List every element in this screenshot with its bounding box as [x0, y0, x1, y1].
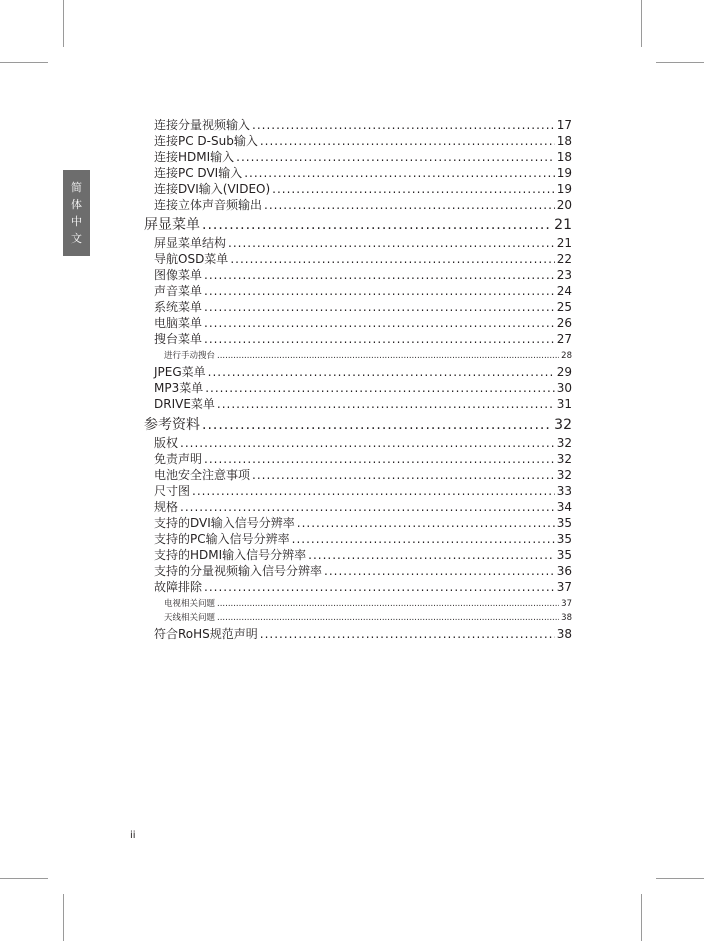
- toc-entry-page: 21: [556, 236, 572, 250]
- toc-chapter[interactable]: [144, 414, 572, 434]
- toc-entry[interactable]: [154, 196, 572, 213]
- toc-entry[interactable]: [154, 466, 572, 483]
- toc-leader-dots: [217, 599, 559, 609]
- toc-entry-title: 支持的DVI输入信号分辨率: [154, 516, 295, 530]
- toc-leader-dots: [236, 150, 555, 164]
- toc-chapter-page: 32: [554, 417, 572, 433]
- toc-entry-page: 22: [556, 252, 572, 266]
- toc-entry-page: 19: [556, 166, 572, 180]
- side-tab-char: 简: [71, 181, 82, 194]
- toc-entry-title: 故障排除: [154, 580, 203, 594]
- toc-entry-page: 20: [556, 198, 572, 212]
- toc-entry-title: 连接分量视频输入: [154, 118, 251, 132]
- toc-entry-title: 支持的分量视频输入信号分辨率: [154, 564, 323, 578]
- toc-entry[interactable]: [154, 482, 572, 499]
- toc-entry-page: 17: [556, 118, 572, 132]
- toc-entry-page: 35: [556, 532, 572, 546]
- toc-entry[interactable]: [154, 282, 572, 299]
- toc-subentry-title: 电视相关问题: [164, 599, 216, 609]
- toc-entry-page: 33: [556, 484, 572, 498]
- toc-leader-dots: [204, 268, 555, 282]
- toc-entry-page: 18: [556, 150, 572, 164]
- toc-entry-page: 36: [556, 564, 572, 578]
- crop-mark: [63, 894, 64, 941]
- crop-mark: [0, 878, 48, 879]
- toc-leader-dots: [205, 381, 554, 395]
- toc-subentry[interactable]: [164, 349, 572, 361]
- toc-entry[interactable]: [154, 164, 572, 181]
- toc-leader-dots: [292, 532, 555, 546]
- toc-entry[interactable]: [154, 132, 572, 149]
- toc-entry[interactable]: [154, 180, 572, 197]
- toc-entry-page: 37: [556, 580, 572, 594]
- toc-entry-title: 图像菜单: [154, 268, 203, 282]
- toc-entry-title: 符合RoHS规范声明: [154, 627, 258, 641]
- toc-entry[interactable]: [154, 434, 572, 451]
- toc-entry-title: 电池安全注意事项: [154, 468, 251, 482]
- toc-leader-dots: [180, 500, 555, 514]
- crop-mark: [656, 878, 704, 879]
- toc-entry-page: 29: [556, 365, 572, 379]
- toc-entry-page: 18: [556, 134, 572, 148]
- toc-entry[interactable]: [154, 546, 572, 563]
- toc-leader-dots: [252, 468, 555, 482]
- toc-entry-page: 32: [556, 452, 572, 466]
- toc-entry-title: 免责声明: [154, 452, 203, 466]
- toc-subentry[interactable]: [164, 597, 572, 609]
- toc-entry-page: 19: [556, 182, 572, 196]
- side-tab-char: 文: [71, 232, 82, 245]
- toc-leader-dots: [204, 580, 555, 594]
- toc-entry-page: 32: [556, 436, 572, 450]
- toc-entry-title: 连接DVI输入(VIDEO): [154, 182, 271, 196]
- toc-entry[interactable]: [154, 562, 572, 579]
- toc-subentry-title: 天线相关问题: [164, 613, 216, 623]
- toc-entry-page: 35: [556, 548, 572, 562]
- toc-leader-dots: [272, 182, 555, 196]
- toc-entry-page: 34: [556, 500, 572, 514]
- toc-leader-dots: [217, 613, 559, 623]
- toc-entry-title: 版权: [154, 436, 179, 450]
- toc-entry[interactable]: [154, 625, 572, 642]
- toc-entry[interactable]: [154, 314, 572, 331]
- toc-leader-dots: [228, 236, 555, 250]
- toc-entry-title: 屏显菜单结构: [154, 236, 227, 250]
- toc-entry[interactable]: [154, 330, 572, 347]
- toc-entry-title: DRIVE菜单: [154, 397, 215, 411]
- toc-entry-title: 连接立体声音频输出: [154, 198, 263, 212]
- toc-leader-dots: [230, 252, 554, 266]
- toc-entry[interactable]: [154, 514, 572, 531]
- toc-entry[interactable]: [154, 530, 572, 547]
- toc-entry[interactable]: [154, 379, 572, 396]
- toc-leader-dots: [264, 198, 555, 212]
- toc-entry[interactable]: [154, 498, 572, 515]
- toc-leader-dots: [208, 365, 555, 379]
- toc-entry[interactable]: [154, 250, 572, 267]
- toc-entry-title: 支持的PC输入信号分辨率: [154, 532, 290, 546]
- toc-subentry-title: 进行手动搜台: [164, 351, 216, 361]
- toc-leader-dots: [204, 452, 555, 466]
- toc-entry[interactable]: [154, 298, 572, 315]
- toc-entry[interactable]: [154, 116, 572, 133]
- toc-entry[interactable]: [154, 450, 572, 467]
- toc-leader-dots: [202, 217, 552, 233]
- crop-mark: [63, 0, 64, 47]
- side-tab-char: 体: [71, 198, 82, 211]
- toc-entry-title: JPEG菜单: [154, 365, 206, 379]
- toc-leader-dots: [324, 564, 555, 578]
- page-number: ii: [130, 830, 136, 841]
- toc-subentry-page: 38: [561, 613, 572, 623]
- toc-entry-title: 规格: [154, 500, 179, 514]
- toc-entry[interactable]: [154, 266, 572, 283]
- toc-entry-title: 导航OSD菜单: [154, 252, 229, 266]
- crop-mark: [641, 894, 642, 941]
- toc-subentry[interactable]: [164, 611, 572, 623]
- side-tab-char: 中: [71, 215, 82, 228]
- toc-entry-page: 27: [556, 332, 572, 346]
- crop-mark: [0, 62, 48, 63]
- toc-entry-title: 系统菜单: [154, 300, 203, 314]
- toc-leader-dots: [202, 417, 552, 433]
- toc-leader-dots: [204, 316, 555, 330]
- toc-entry[interactable]: [154, 148, 572, 165]
- toc-subentry-page: 28: [561, 351, 572, 361]
- toc-entry[interactable]: [154, 234, 572, 251]
- toc-chapter[interactable]: [144, 214, 572, 234]
- toc-leader-dots: [192, 484, 555, 498]
- toc-entry-page: 30: [556, 381, 572, 395]
- toc-entry-title: MP3菜单: [154, 381, 204, 395]
- toc-entry-page: 32: [556, 468, 572, 482]
- toc-entry[interactable]: [154, 363, 572, 380]
- toc-entry-title: 连接HDMI输入: [154, 150, 235, 164]
- toc-entry-title: 搜台菜单: [154, 332, 203, 346]
- toc-subentry-page: 37: [561, 599, 572, 609]
- toc-chapter-title: 参考资料: [144, 417, 200, 433]
- toc-leader-dots: [252, 118, 555, 132]
- toc-leader-dots: [244, 166, 555, 180]
- toc-chapter-page: 21: [554, 217, 572, 233]
- toc-leader-dots: [217, 397, 555, 411]
- toc-leader-dots: [204, 332, 555, 346]
- toc-entry-page: 23: [556, 268, 572, 282]
- toc-leader-dots: [180, 436, 555, 450]
- toc-chapter-title: 屏显菜单: [144, 217, 200, 233]
- toc-entry-title: 声音菜单: [154, 284, 203, 298]
- toc-entry-page: 25: [556, 300, 572, 314]
- language-side-tab: [63, 170, 90, 256]
- crop-mark: [656, 62, 704, 63]
- toc-entry[interactable]: [154, 578, 572, 595]
- toc-entry-title: 连接PC DVI输入: [154, 166, 243, 180]
- toc-entry[interactable]: [154, 395, 572, 412]
- toc-entry-page: 38: [556, 627, 572, 641]
- toc-entry-title: 支持的HDMI输入信号分辨率: [154, 548, 307, 562]
- toc-leader-dots: [204, 284, 555, 298]
- toc-leader-dots: [308, 548, 555, 562]
- toc-leader-dots: [217, 351, 559, 361]
- toc-entry-title: 电脑菜单: [154, 316, 203, 330]
- crop-mark: [641, 0, 642, 47]
- toc-leader-dots: [260, 134, 555, 148]
- toc-entry-page: 26: [556, 316, 572, 330]
- toc-entry-title: 连接PC D-Sub输入: [154, 134, 258, 148]
- toc-leader-dots: [260, 627, 555, 641]
- toc-leader-dots: [297, 516, 555, 530]
- toc-entry-page: 24: [556, 284, 572, 298]
- toc-leader-dots: [204, 300, 555, 314]
- toc-entry-title: 尺寸图: [154, 484, 191, 498]
- toc-entry-page: 35: [556, 516, 572, 530]
- toc-entry-page: 31: [556, 397, 572, 411]
